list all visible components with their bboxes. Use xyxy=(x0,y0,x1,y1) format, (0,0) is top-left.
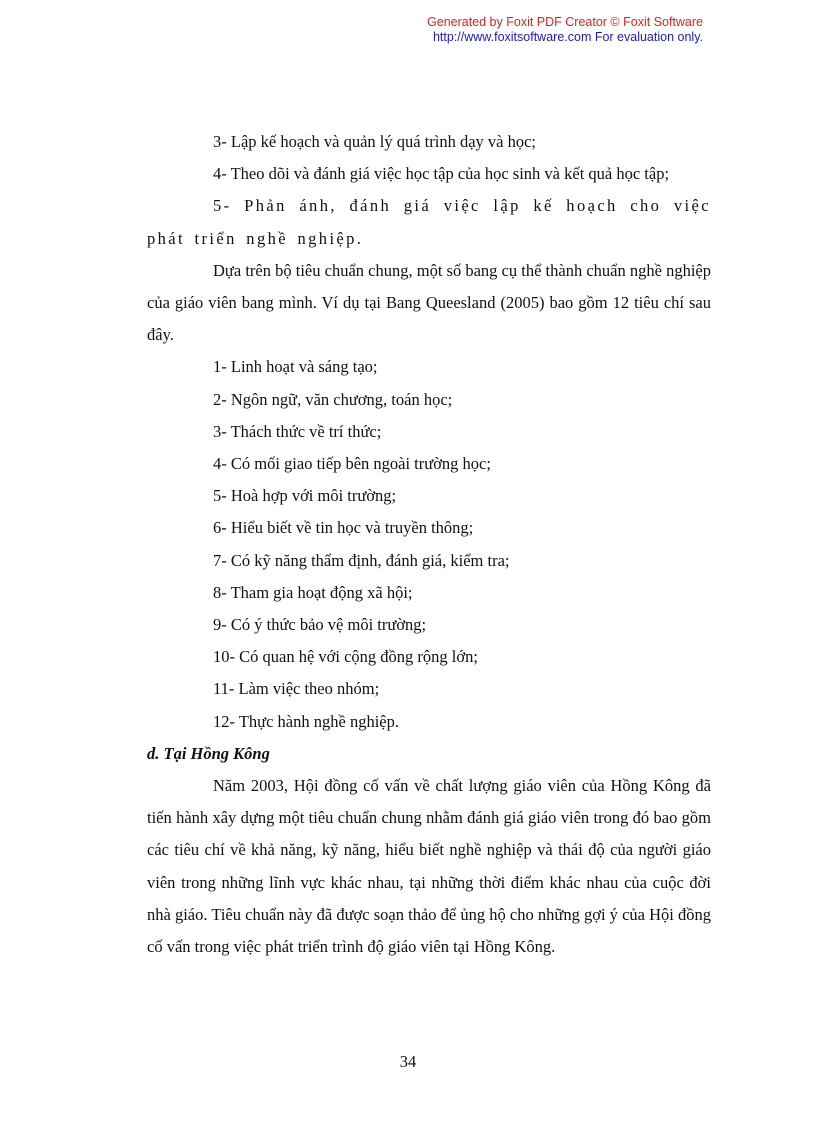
criteria-item-9: 9- Có ý thức bảo vệ môi trường; xyxy=(213,615,427,635)
watermark-url-text: http://www.foxitsoftware.com For evaluation only. xyxy=(432,30,703,44)
foxit-watermark xyxy=(427,15,703,45)
criteria-item-3: 3- Thách thức về trí thức; xyxy=(213,421,382,441)
criteria-item-10: 10- Có quan hệ với cộng đồng rộng lớn; xyxy=(213,647,478,667)
list-item-reflect-career: 5- Phản ánh, đánh giá việc lập kế hoạch cho việc phát triển nghề nghiệp. xyxy=(147,196,711,248)
watermark-creator-text: Generated by Foxit PDF Creator © Foxit Software xyxy=(427,15,703,29)
list-item-monitor-learning: 4- Theo dõi và đánh giá việc học tập của học sinh và kết quả học tập; xyxy=(213,164,670,184)
criteria-item-5: 5- Hoà hợp với môi trường; xyxy=(213,486,397,506)
page-body xyxy=(147,126,711,963)
criteria-item-11: 11- Làm việc theo nhóm; xyxy=(213,679,380,699)
criteria-item-1: 1- Linh hoạt và sáng tạo; xyxy=(213,357,378,377)
paragraph-hong-kong: Năm 2003, Hội đồng cố vấn về chất lượng giáo viên của Hồng Kông đã tiến hành xây dựng một tiêu chuẩn chung nhằm đánh giá giáo viên trong đó bao gồm các tiêu chí về khả năng, kỹ năng, hiểu biết nghề nghiệp và thái độ của người giáo viên trong những lĩnh vực khác nhau, tại những thời điểm khác nhau của cuộc đời nhà giáo. Tiêu chuẩn này đã được soạn thảo để ủng hộ cho những gợi ý của Hội đồng cố vấn trong việc phát triển trình độ giáo viên tại Hồng Kông. xyxy=(147,776,711,957)
criteria-item-8: 8- Tham gia hoạt động xã hội; xyxy=(213,582,413,602)
criteria-item-12: 12- Thực hành nghề nghiệp. xyxy=(213,711,399,731)
criteria-item-4: 4- Có mối giao tiếp bên ngoài trường học; xyxy=(213,454,491,474)
paragraph-state-standards: Dựa trên bộ tiêu chuẩn chung, một số bang cụ thể thành chuẩn nghề nghiệp của giáo viên bang mình. Ví dụ tại Bang Queesland (2005) bao gồm 12 tiêu chí sau đây. xyxy=(147,260,711,345)
page-number: 34 xyxy=(399,1052,417,1071)
criteria-item-6: 6- Hiểu biết về tin học và truyền thông; xyxy=(213,518,474,538)
criteria-item-7: 7- Có kỹ năng thẩm định, đánh giá, kiểm tra; xyxy=(213,550,510,570)
criteria-item-2: 2- Ngôn ngữ, văn chương, toán học; xyxy=(213,389,453,409)
section-heading-hong-kong: d. Tại Hồng Kông xyxy=(147,743,270,763)
list-item-plan-teaching: 3- Lập kế hoạch và quản lý quá trình dạy và học; xyxy=(213,132,537,151)
